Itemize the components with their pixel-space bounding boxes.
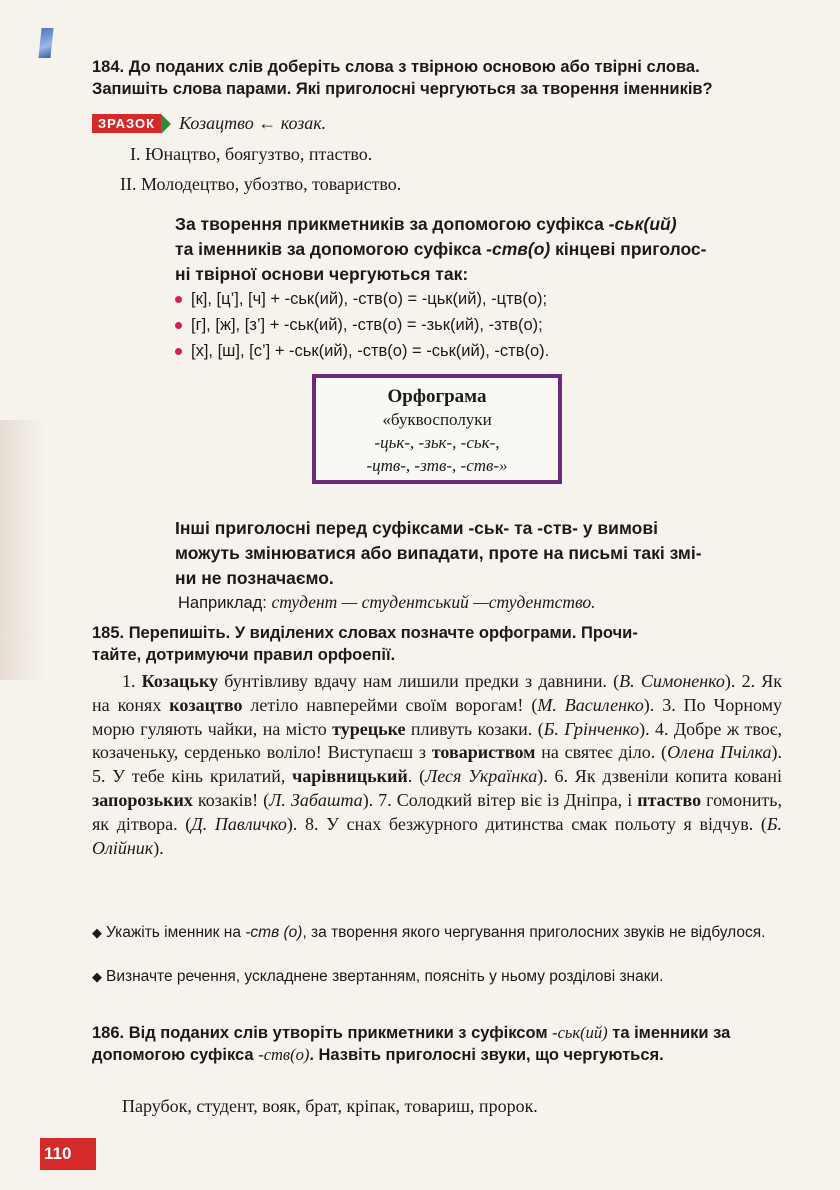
diamond-bullet-icon: ◆: [92, 925, 102, 940]
list-item: [175, 338, 795, 364]
example-text: студент — студентський —студентство.: [271, 592, 596, 612]
note-1: [92, 922, 787, 943]
author: В. Симоненко: [619, 671, 725, 691]
text-run: 1.: [122, 671, 142, 691]
page-shadow: [0, 420, 46, 680]
highlighted-word: птаство: [637, 789, 702, 810]
note-text: , за творення якого чергування приголосних звуків не відбулося.: [302, 924, 766, 941]
task-text: . Назвіть приголосні звуки, що чергуються.: [309, 1046, 664, 1064]
task-text: 186. Від поданих слів утворіть прикметники з суфіксом: [92, 1024, 553, 1042]
highlighted-word: запорозьких: [92, 789, 193, 810]
task-185-line-2: тайте, дотримуючи правил орфоепії.: [92, 646, 396, 664]
highlighted-word: товариством: [431, 742, 536, 763]
bullet-icon: [175, 296, 182, 303]
bullet-icon: [175, 348, 182, 355]
text-run: ). 4. Добре ж твоє, козаченьку, серденько воліло! Виступаєш з: [92, 718, 783, 763]
page-number: 110: [40, 1138, 96, 1170]
task-184: [92, 56, 792, 100]
author: М. Василенко: [537, 694, 644, 715]
note-suffix: -ств (о): [245, 924, 303, 941]
rule-text: та іменників за допомогою суфікса: [175, 239, 487, 259]
badge-arrow-icon: [161, 114, 171, 134]
sample-text: Козацтво ← козак.: [179, 113, 327, 133]
diamond-bullet-icon: ◆: [92, 969, 102, 984]
task-text: та іменники за допомогою суфікса: [92, 1024, 731, 1064]
bullet-icon: [175, 322, 182, 329]
author: Б. Олійник: [92, 813, 782, 858]
text-run: ). 7. Солодкий вітер віє із Дніпра, і: [362, 789, 638, 810]
text-run: бунтівливу вдачу нам лишили предки з давнини. (: [218, 671, 620, 691]
orthogram-title: Орфограма: [387, 386, 487, 407]
list-item-text: [к], [ц’], [ч] + -ськ(ий), -ств(о) = -цьк(ий), -цтв(о);: [191, 290, 548, 308]
orthogram-line: -цтв-, -зтв-, -ств-»: [366, 456, 508, 475]
rule-2-line-1: Інші приголосні перед суфіксами -ськ- та -ств- у вимові: [175, 518, 658, 538]
task-185-line-1: 185. Перепишіть. У виділених словах позначте орфограми. Прочи-: [92, 624, 638, 642]
sample-row: [92, 113, 326, 134]
highlighted-word: турецьке: [332, 718, 406, 739]
task-186: [92, 1022, 787, 1066]
exercise-185-text: [92, 670, 782, 860]
text-run: козаків! (: [192, 789, 270, 810]
text-run: летіло навперейми своїм ворогам! (: [242, 694, 538, 715]
text-run: ). 2. Як на конях: [92, 671, 782, 715]
task-184-line-1: 184. До поданих слів доберіть слова з твірною основою або твірні слова.: [92, 58, 700, 76]
rule-line-3: ні твірної основи чергуються так:: [175, 264, 469, 284]
list-item: [175, 286, 795, 312]
rule-2-line-2: можуть змінюватися або випадати, проте на письмі такі змі-: [175, 543, 702, 563]
orthogram-line: -цьк-, -зьк-, -ськ-,: [374, 433, 500, 452]
orthogram-line: «буквосполуки: [382, 410, 492, 429]
rule-text: За творення прикметників за допомогою суфікса: [175, 214, 609, 234]
alternation-list: [175, 286, 795, 364]
words-186: Парубок, студент, вояк, брат, кріпак, товариш, пророк.: [122, 1096, 538, 1116]
author: Д. Павличко: [191, 813, 287, 834]
note-2: [92, 966, 787, 987]
author: Леся Українка: [425, 766, 538, 787]
text-run: ). 3. По Чорному морю гуляють чайки, на місто: [92, 694, 782, 739]
suffix-sk: -ськ(ий): [552, 1023, 608, 1042]
text-run: . (: [407, 766, 426, 787]
highlighted-word: козацтво: [169, 694, 243, 715]
author: Л. Забашта: [269, 789, 363, 810]
word-group-2: II. Молодецтво, убозтво, товариство.: [120, 174, 402, 194]
task-185: [92, 622, 792, 666]
rule-2-block: [175, 516, 795, 591]
example-line: [178, 592, 596, 613]
suffix-stv: -ств(о): [258, 1045, 310, 1064]
text-run: на святеє діло. (: [535, 742, 668, 763]
highlighted-word: чарівницький: [292, 766, 408, 787]
note-text: Визначте речення, ускладнене звертанням, поясніть у ньому розділові знаки.: [106, 968, 664, 985]
rule-block: [175, 212, 785, 287]
corner-decoration: [38, 28, 53, 58]
text-run: пливуть козаки. (: [405, 718, 544, 739]
suffix-stv: -ств(о): [486, 239, 551, 259]
rule-line-1: [175, 212, 785, 237]
text-run: ).: [153, 837, 164, 858]
text-run: ). 5. У тебе кінь крилатий,: [92, 742, 782, 787]
highlighted-word: Козацьку: [141, 671, 219, 691]
word-group-1: I. Юнацтво, боягузтво, птаство.: [130, 144, 373, 164]
text-run: ). 8. У снах безжурного дитинства смак польоту я відчув. (: [286, 813, 767, 834]
list-item: [175, 312, 795, 338]
text-run: ). 6. Як дзвеніли копита ковані: [537, 766, 782, 787]
list-item-text: [г], [ж], [з’] + -ськ(ий), -ств(о) = -зьк(ий), -зтв(о);: [191, 316, 543, 334]
task-184-line-2: Запишіть слова парами. Які приголосні чергуються за творення іменників?: [92, 80, 713, 98]
example-label: Наприклад:: [178, 594, 272, 612]
rule-text: кінцеві приголос-: [550, 239, 707, 259]
suffix-sk: -ськ(ий): [608, 214, 677, 234]
rule-line-2: [175, 237, 785, 262]
author: Олена Пчілка: [667, 742, 772, 763]
rule-2-line-3: ни не позначаємо.: [175, 568, 334, 588]
text-run: гомонить, як дітвора. (: [92, 789, 783, 834]
orthogram-box: [312, 374, 562, 484]
author: Б. Грінченко: [543, 718, 640, 739]
note-text: Укажіть іменник на: [106, 924, 246, 941]
sample-badge: ЗРАЗОК: [92, 114, 161, 133]
list-item-text: [х], [ш], [с’] + -ськ(ий), -ств(о) = -ськ(ий), -ств(о).: [191, 342, 550, 360]
